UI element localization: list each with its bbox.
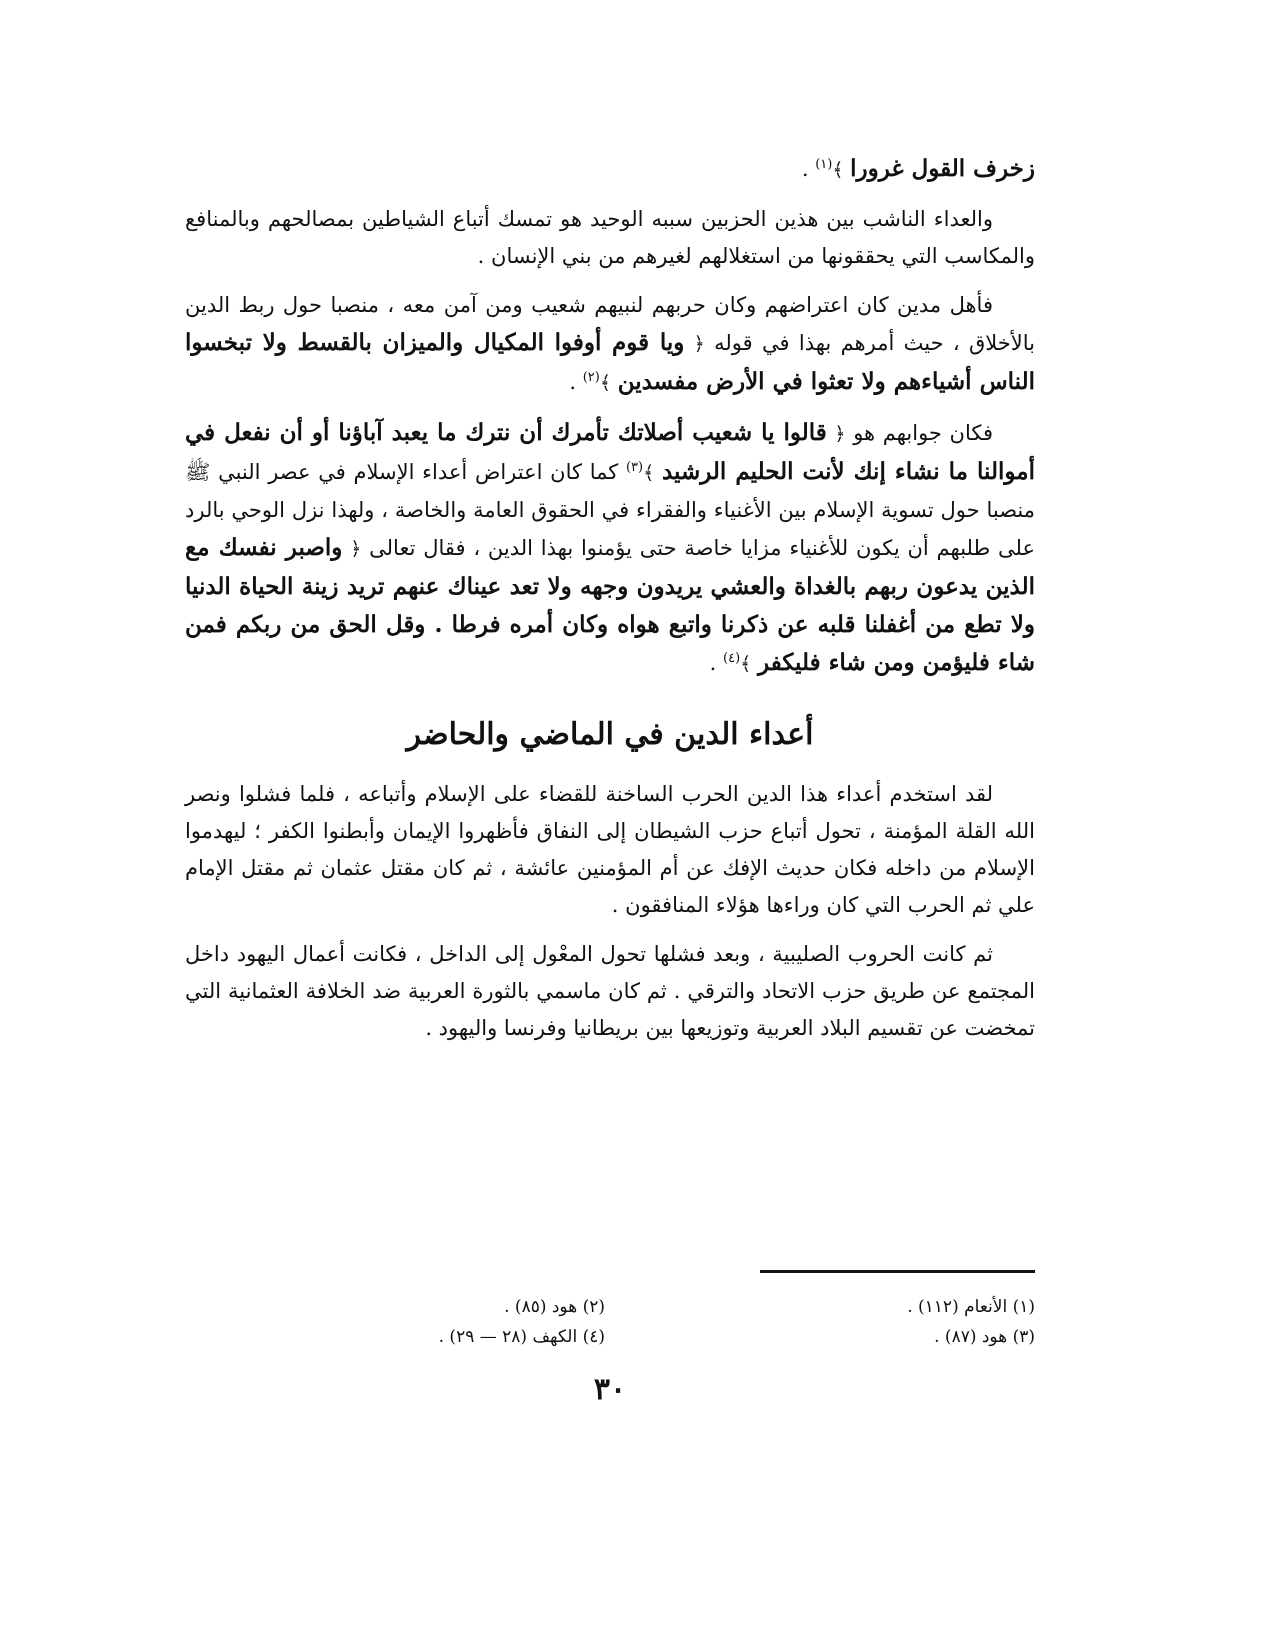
paragraph-madyan bbox=[185, 287, 1035, 402]
paragraph-text: كما كان اعتراض أعداء الإسلام في عصر النبي ﷺ منصبا حول تسوية الإسلام بين الأغنياء والفقراء في الحقوق العامة والخاصة ، ولهذا نزل الوحي بالرد على طلبهم أن يكون للأغنياء مزايا خاصة حتى يؤمنوا بهذا الدين ، فقال تعالى bbox=[185, 460, 1035, 560]
footnote-column-right bbox=[907, 1292, 1035, 1352]
ornament-close-bracket: ﴾ bbox=[643, 462, 655, 484]
footnote-divider bbox=[760, 1270, 1035, 1273]
ornament-close-bracket: ﴾ bbox=[740, 653, 752, 675]
footnote-mark-1: (١) bbox=[815, 157, 833, 172]
paragraph-crusades bbox=[185, 936, 1035, 1047]
paragraph-enemies bbox=[185, 776, 1035, 924]
ornament-close-bracket: ﴾ bbox=[832, 159, 844, 181]
paragraph-text: ثم كانت الحروب الصليبية ، وبعد فشلها تحول المعْول إلى الداخل ، فكانت أعمال اليهود داخل المجتمع عن طريق حزب الاتحاد والترقي . ثم كان ماسمي بالثورة العربية ضد الخلافة العثمانية التي تمخضت عن تقسيم البلاد العربية وتوزيعها بين بريطانيا وفرنسا واليهود . bbox=[185, 942, 1035, 1040]
footnote-2: (٢) هود (٨٥) . bbox=[504, 1297, 605, 1317]
footnote-1: (١) الأنعام (١١٢) . bbox=[907, 1297, 1035, 1317]
page-body bbox=[185, 150, 1035, 1610]
footnote-4: (٤) الكهف (٢٨ — ٢٩) . bbox=[438, 1327, 605, 1347]
page-number: ٣٠ bbox=[593, 1372, 627, 1407]
paragraph-text: فأهل مدين كان اعتراضهم وكان حربهم لنبيهم شعيب ومن آمن معه ، منصبا حول ربط الدين بالأخلاق ، حيث أمرهم بهذا في قوله bbox=[185, 293, 1035, 355]
footnote-mark-2: (٢) bbox=[582, 370, 600, 385]
ornament-open-bracket: ﴿ bbox=[350, 538, 362, 560]
footnote-mark-3: (٣) bbox=[625, 460, 644, 475]
quran-quote: ويا قوم أوفوا المكيال والميزان بالقسط ولا تبخسوا الناس أشياءهم ولا تعثوا في الأرض مفسدين bbox=[185, 329, 1035, 395]
footnote-column-left bbox=[439, 1292, 605, 1352]
footnote-3: (٣) هود (٨٧) . bbox=[934, 1327, 1035, 1347]
paragraph-enmity bbox=[185, 201, 1035, 275]
footnote-mark-4: (٤) bbox=[723, 651, 741, 666]
quran-quote: واصبر نفسك مع الذين يدعون ربهم بالغداة والعشي يريدون وجهه ولا تعد عيناك عنهم تريد زينة الحياة الدنيا ولا تطع من أغفلنا قلبه عن ذكرنا واتبع هواه وكان أمره فرطا . وقل الحق من ربكم فمن شاء فليؤمن ومن شاء فليكفر bbox=[185, 534, 1035, 676]
sentence-end: . bbox=[709, 651, 724, 675]
paragraph-response bbox=[185, 414, 1035, 683]
paragraph-continuation bbox=[185, 150, 1035, 189]
paragraph-text: والعداء الناشب بين هذين الحزبين سببه الوحيد هو تمسك أتباع الشياطين بمصالحهم وبالمنافع والمكاسب التي يحققونها من استغلالهم لغيرهم من بني الإنسان . bbox=[185, 207, 1035, 268]
paragraph-text: لقد استخدم أعداء هذا الدين الحرب الساخنة للقضاء على الإسلام وأتباعه ، فلما فشلوا ونصر الله القلة المؤمنة ، تحول أتباع حزب الشيطان إلى النفاق فأظهروا الإيمان وأبطنوا الكفر ؛ ليهدموا الإسلام من داخله فكان حديث الإفك عن أم المؤمنين عائشة ، ثم كان مقتل عثمان ثم مقتل الإمام علي ثم الحرب التي كان وراءها هؤلاء المنافقون . bbox=[185, 782, 1035, 917]
sentence-end: . bbox=[569, 370, 583, 394]
paragraph-lead: فكان جوابهم هو bbox=[853, 421, 994, 445]
ornament-close-bracket: ﴾ bbox=[599, 372, 611, 394]
quran-quote: زخرف القول غرورا bbox=[850, 155, 1035, 182]
section-heading: أعداء الدين في الماضي والحاضر bbox=[406, 717, 814, 752]
sentence-end: . bbox=[801, 157, 816, 181]
ornament-open-bracket: ﴿ bbox=[834, 423, 846, 445]
quran-quote: قالوا يا شعيب أصلاتك تأمرك أن نترك ما يعبد آباؤنا أو أن نفعل في أموالنا ما نشاء إنك لأنت الحليم الرشيد bbox=[185, 419, 1035, 485]
ornament-open-bracket: ﴿ bbox=[693, 333, 705, 355]
